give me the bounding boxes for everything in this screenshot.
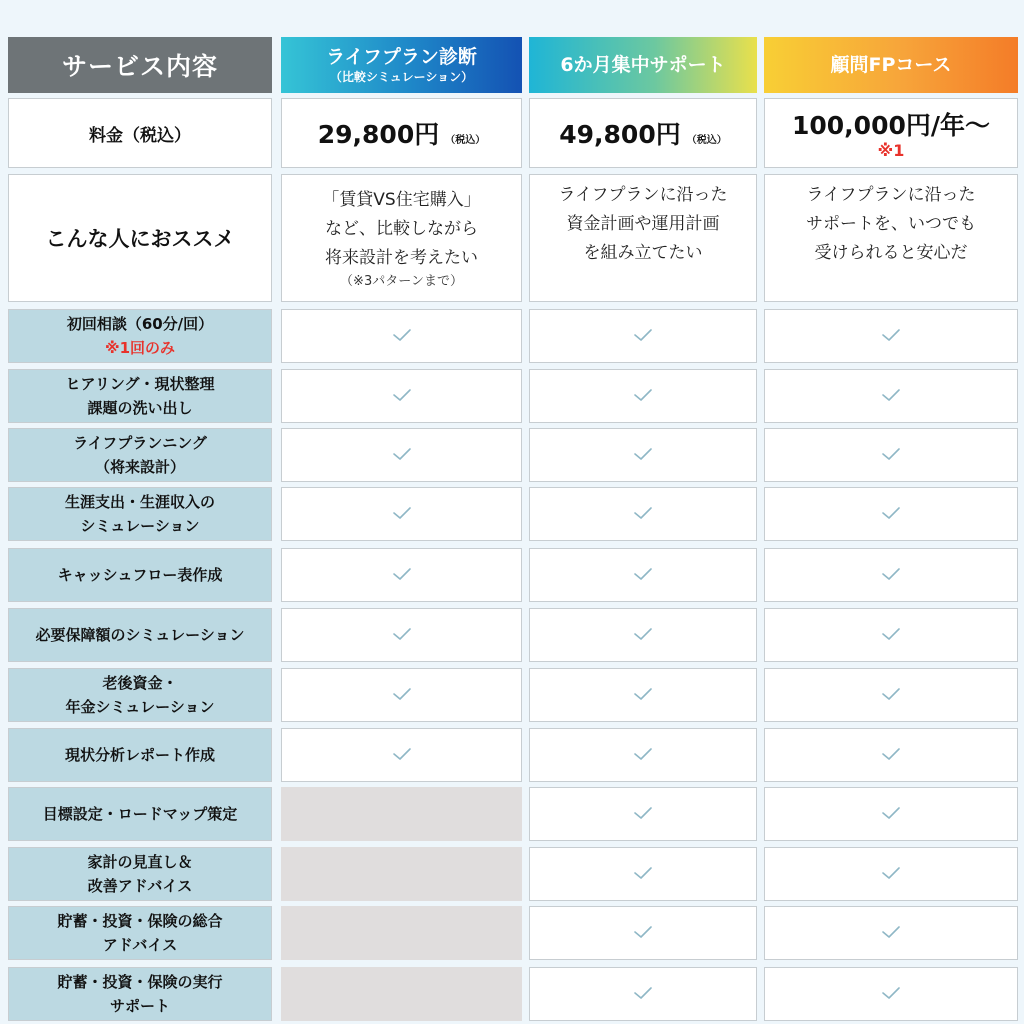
feature-included-cell: [529, 548, 757, 602]
feature-included-cell: [529, 668, 757, 722]
recommend-line: 「賃貸VS住宅購入」: [322, 189, 481, 210]
check-icon: [881, 387, 901, 406]
check-icon: [881, 686, 901, 705]
feature-label-line: 課題の洗い出し: [87, 399, 193, 417]
price-footnote: ※1: [877, 141, 905, 160]
feature-label: [8, 548, 272, 602]
feature-not-included-cell: [281, 906, 522, 960]
header-service-label: サービス内容: [8, 37, 272, 93]
feature-label: [8, 487, 272, 541]
plan-header-advisor-fp-course: [764, 37, 1018, 93]
feature-included-cell: [281, 728, 522, 782]
feature-label-line: 年金シミュレーション: [65, 698, 215, 716]
feature-not-included-cell: [281, 847, 522, 901]
feature-included-cell: [764, 967, 1018, 1021]
check-icon: [392, 327, 412, 346]
recommend-line: を組み立てたい: [583, 243, 703, 263]
feature-included-cell: [281, 487, 522, 541]
check-icon: [633, 865, 653, 884]
feature-label: [8, 787, 272, 841]
recommend-note: （※3パターンまで）: [340, 273, 463, 289]
feature-included-cell: [529, 309, 757, 363]
feature-included-cell: [764, 369, 1018, 423]
feature-label: [8, 608, 272, 662]
feature-label-line: 生涯支出・生涯収入の: [64, 493, 215, 511]
recommend-cell-plan-1: [281, 174, 522, 302]
price-amount: 100,000円/年～: [792, 111, 990, 140]
check-icon: [392, 686, 412, 705]
recommend-cell-plan-2: [529, 174, 757, 302]
feature-included-cell: [281, 428, 522, 482]
feature-label-line: サポート: [109, 997, 170, 1015]
check-icon: [881, 805, 901, 824]
feature-label: [8, 967, 272, 1021]
plan-subtitle: （比較シミュレーション）: [329, 69, 474, 84]
feature-included-cell: [281, 668, 522, 722]
feature-label-line: 改善アドバイス: [87, 877, 193, 895]
check-icon: [633, 626, 653, 645]
recommend-cell-plan-3: [764, 174, 1018, 302]
feature-included-cell: [764, 428, 1018, 482]
check-icon: [633, 566, 653, 585]
recommend-label: こんな人におススメ: [8, 174, 272, 302]
price-label: 料金（税込）: [8, 98, 272, 168]
feature-included-cell: [529, 728, 757, 782]
feature-label: [8, 309, 272, 363]
feature-included-cell: [764, 906, 1018, 960]
check-icon: [633, 446, 653, 465]
check-icon: [881, 446, 901, 465]
feature-included-cell: [764, 608, 1018, 662]
check-icon: [392, 505, 412, 524]
recommend-line: 将来設計を考えたい: [325, 247, 478, 268]
check-icon: [392, 446, 412, 465]
feature-not-included-cell: [281, 967, 522, 1021]
feature-label: [8, 728, 272, 782]
feature-included-cell: [764, 487, 1018, 541]
feature-label: [8, 668, 272, 722]
recommend-line: ライフプランに沿った: [558, 185, 728, 205]
check-icon: [881, 985, 901, 1004]
feature-included-cell: [529, 428, 757, 482]
feature-included-cell: [529, 369, 757, 423]
feature-included-cell: [529, 787, 757, 841]
price-cell-plan-3: [764, 98, 1018, 168]
feature-included-cell: [764, 548, 1018, 602]
price-cell-plan-1: [281, 98, 522, 168]
feature-label: [8, 428, 272, 482]
feature-label-line: アドバイス: [102, 936, 178, 954]
check-icon: [633, 505, 653, 524]
plan-title: 6か月集中サポート: [560, 53, 726, 76]
feature-not-included-cell: [281, 787, 522, 841]
feature-label-line: 目標設定・ロードマップ策定: [42, 805, 238, 823]
feature-included-cell: [281, 608, 522, 662]
feature-included-cell: [281, 309, 522, 363]
price-tax-note: （税込）: [686, 135, 727, 146]
price-tax-note: （税込）: [445, 135, 486, 146]
check-icon: [392, 746, 412, 765]
feature-included-cell: [764, 728, 1018, 782]
feature-included-cell: [529, 847, 757, 901]
check-icon: [881, 626, 901, 645]
feature-label: [8, 369, 272, 423]
check-icon: [881, 327, 901, 346]
feature-included-cell: [764, 787, 1018, 841]
feature-label-line: 貯蓄・投資・保険の実行: [57, 973, 223, 991]
feature-label-line: シミュレーション: [80, 517, 200, 535]
feature-label-line: 現状分析レポート作成: [64, 746, 215, 764]
check-icon: [633, 327, 653, 346]
plan-title: 顧問FPコース: [830, 53, 952, 76]
feature-included-cell: [529, 487, 757, 541]
feature-included-cell: [764, 309, 1018, 363]
feature-label-line: 初回相談（60分/回）: [66, 315, 214, 333]
check-icon: [881, 566, 901, 585]
check-icon: [633, 686, 653, 705]
price-amount: 49,800円: [559, 120, 681, 149]
plan-title: ライフプラン診断: [326, 45, 477, 68]
feature-included-cell: [529, 967, 757, 1021]
feature-included-cell: [529, 608, 757, 662]
feature-label: [8, 847, 272, 901]
recommend-line: サポートを、いつでも: [806, 214, 976, 234]
feature-label-line: ライフプランニング: [73, 434, 207, 452]
feature-label-line: （将来設計）: [94, 458, 185, 476]
feature-included-cell: [281, 369, 522, 423]
plan-header-six-month-support: [529, 37, 757, 93]
check-icon: [881, 924, 901, 943]
recommend-line: 受けられると安心だ: [814, 243, 968, 263]
check-icon: [633, 746, 653, 765]
check-icon: [881, 746, 901, 765]
check-icon: [633, 387, 653, 406]
feature-label-line: 家計の見直し＆: [87, 853, 193, 871]
feature-included-cell: [281, 548, 522, 602]
check-icon: [633, 924, 653, 943]
feature-label-line: 貯蓄・投資・保険の総合: [57, 912, 223, 930]
price-cell-plan-2: [529, 98, 757, 168]
feature-label-line: ヒアリング・現状整理: [65, 375, 215, 393]
feature-included-cell: [764, 668, 1018, 722]
check-icon: [633, 805, 653, 824]
feature-label-line: 老後資金・: [102, 674, 178, 692]
check-icon: [633, 985, 653, 1004]
check-icon: [881, 505, 901, 524]
feature-included-cell: [764, 847, 1018, 901]
recommend-line: ライフプランに沿った: [806, 185, 976, 205]
feature-label-note: ※1回のみ: [104, 339, 176, 357]
recommend-line: 資金計画や運用計画: [566, 214, 720, 234]
feature-label-line: キャッシュフロー表作成: [57, 566, 223, 584]
feature-label-line: 必要保障額のシミュレーション: [35, 626, 245, 644]
check-icon: [392, 626, 412, 645]
check-icon: [392, 566, 412, 585]
recommend-line: など、比較しながら: [325, 218, 478, 239]
feature-included-cell: [529, 906, 757, 960]
feature-label: [8, 906, 272, 960]
price-amount: 29,800円: [317, 120, 440, 149]
plan-header-life-plan-diagnosis: [281, 37, 522, 93]
check-icon: [392, 387, 412, 406]
check-icon: [881, 865, 901, 884]
